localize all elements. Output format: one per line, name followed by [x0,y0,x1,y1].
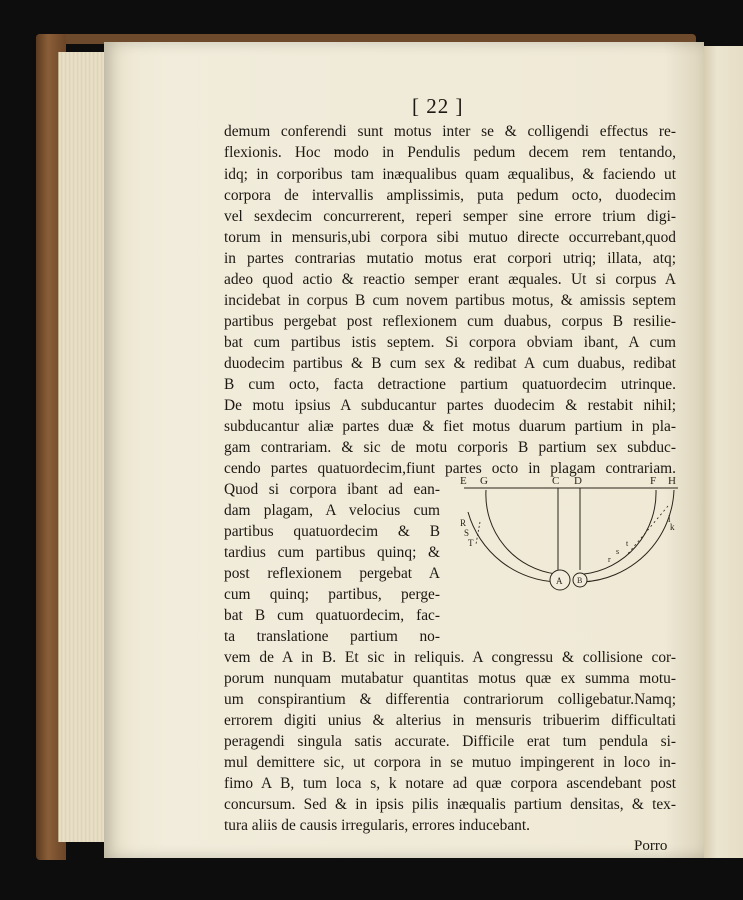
text-line: errorem digiti unius & alterius in mensuris tribuerim difficultati [224,712,676,729]
text-line: vem de A in B. Et sic in reliquis. A congressu & collisione cor- [224,649,676,666]
text-line: um conspirantium & differentia contrariorum colligebatur.Namq; [224,691,676,708]
text-line: corpora de intervallis amplissimis, puta pedum octo, duodecim [224,187,676,204]
text-line: tardius cum partibus quinq; & [224,544,440,561]
text-line: post reflexionem pergebat A [224,565,440,582]
text-line: bat B cum quatuordecim, fac- [224,607,440,624]
text-line: duodecim partibus & B cum sex & redibat A cum duabus, redibat [224,355,676,372]
text-line: B cum octo, facta detractione partium quatuordecim utrinque. [224,376,676,393]
label-D: D [574,475,582,487]
text-line: torum in mensuris,ubi corpora sibi mutuo directe occurrebant,quod [224,229,676,246]
text-line: idq; in corporibus tam inæqualibus quam æqualibus, & faciendo ut [224,166,676,183]
label-B: B [577,576,583,585]
text-line: flexionis. Hoc modo in Pendulis pedum decem rem tentando, [224,144,676,161]
text-line: vel sexdecim concurrerent, reperi semper sine errore trium digi- [224,208,676,225]
arc-left-inner [486,490,556,574]
text-line: tura aliis de causis irregularis, errores inducebant. [224,817,530,834]
text-line: cendo partes quatuordecim,fiunt partes octo in plagam contrariam. [224,460,676,477]
catchword: Porro [634,838,668,854]
pendulum-diagram [456,472,686,596]
arc-right-inner [584,490,656,574]
label-k: k [670,522,675,532]
arc-right-outer [582,490,674,582]
label-C: C [552,475,560,487]
text-line: fimo A B, tum loca s, k notare ad quæ corpora ascendebant post [224,775,676,792]
label-T: T [468,538,474,548]
facing-page-edge [700,46,743,858]
text-line: cum quinq; partibus, perge- [224,586,440,603]
label-G: G [480,475,488,487]
text-line: porum nunquam mutabatur quantitas motus quæ ex summa motu- [224,670,676,687]
text-line: adeo quod actio & reactio semper erant æquales. Ut si corpus A [224,271,676,288]
text-line: dam plagam, A velocius cum [224,502,440,519]
label-F: F [650,475,657,487]
text-line: incidebat in corpus B cum novem partibus motus, & amissis septem [224,292,676,309]
text-line: bat cum partibus istis septem. Si corpora obviam ibant, A cum [224,334,676,351]
label-H: H [668,475,676,487]
text-line: subducantur aliæ partes duæ & fiet motus duarum partium in pla- [224,418,676,435]
label-A: A [556,576,563,586]
text-line: partibus pergebat post reflexionem cum duabus, corpus B resilie- [224,313,676,330]
text-line: demum conferendi sunt motus inter se & colligendi effectus re- [224,123,676,140]
text-line: De motu ipsius A subducantur partes duodecim & restabit nihil; [224,397,676,414]
text-line: Quod si corpora ibant ad ean- [224,481,440,498]
label-t: t [626,539,629,548]
label-E: E [460,475,467,487]
label-l: l [668,514,671,524]
text-line: partibus quatuordecim & B [224,523,440,540]
text-line: gam contrariam. & sic de motu corporis B partium sex subduc- [224,439,676,456]
label-R: R [460,518,467,528]
pendulum-figure [456,472,686,596]
label-s: s [616,547,620,556]
page-number: [ 22 ] [412,94,464,118]
text-line: concursum. Sed & in ipsis pilis inæqualis partium densitas, & tex- [224,796,676,813]
text-line: ta translatione partium no- [224,628,440,645]
text-line: peragendi singula satis accurate. Difficile erat tum pendula si- [224,733,676,750]
text-line: mul demittere sic, ut corpora in se mutuo impingerent in loco in- [224,754,676,771]
label-S: S [464,528,470,538]
text-line: in partes contrarias mutatio motus erat corpori utriq; illata, atq; [224,250,676,267]
label-r: r [608,555,611,564]
